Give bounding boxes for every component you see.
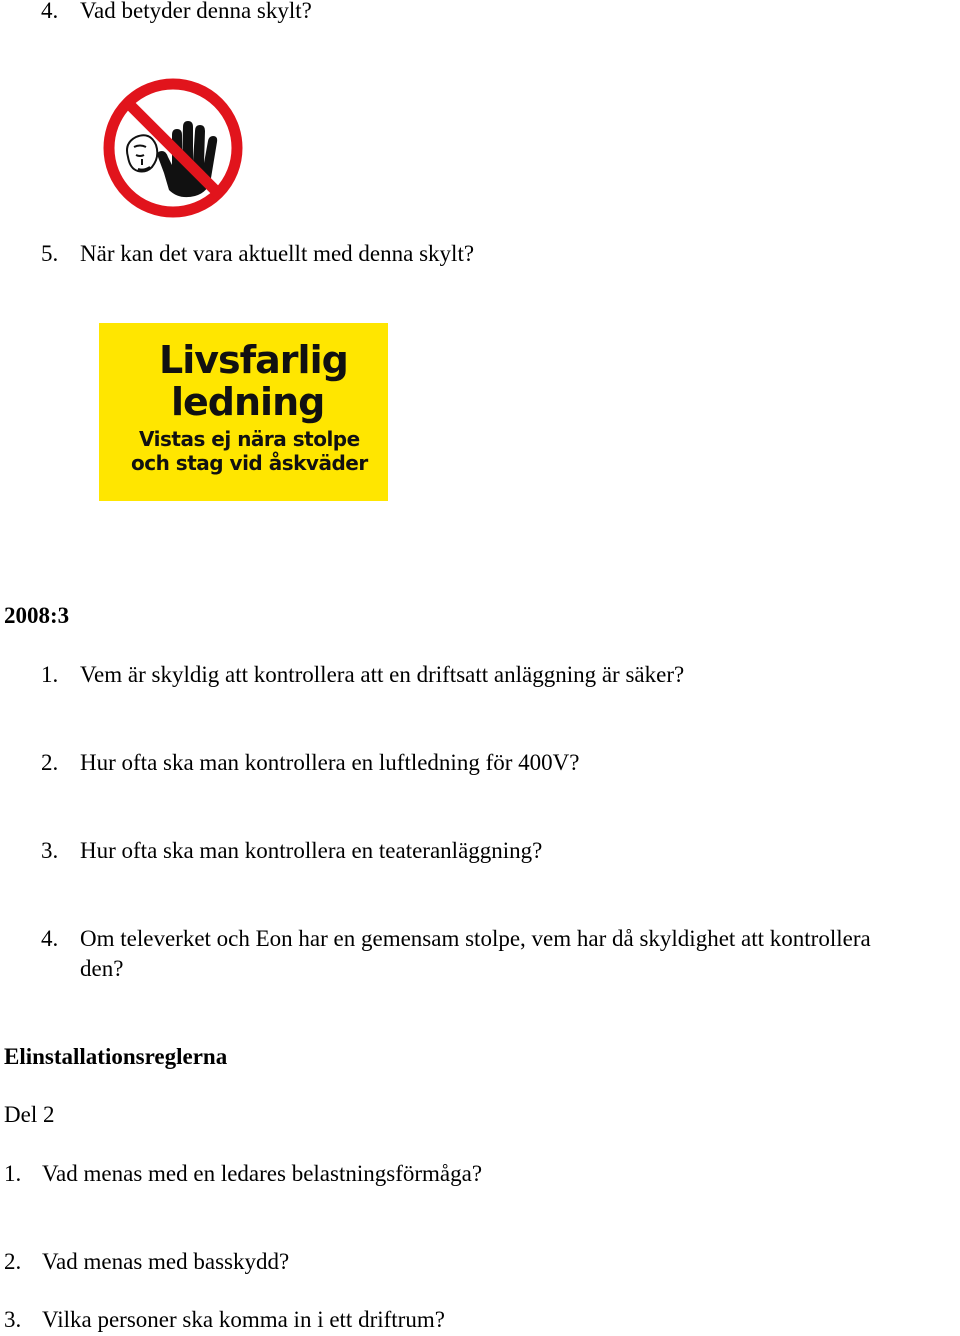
question-text: Om televerket och Eon har en gemensam stolpe, vem har då skyldighet att kontrollera [80,926,871,951]
question-text: Vad menas med en ledares belastningsförmåga? [42,1161,483,1186]
question-text: Vad betyder denna skylt? [80,0,312,23]
warning-sign-sub-line2: och stag vid åskväder [131,451,368,475]
warning-sign-livsfarlig-ledning [99,323,388,501]
warning-sign-title-line1: Livsfarlig [159,338,348,382]
question-number: 2. [4,1249,22,1274]
question-text: Vad menas med basskydd? [42,1249,290,1274]
question-number: 1. [4,1161,22,1186]
question-text: När kan det vara aktuellt med denna skylt? [80,241,475,266]
question-number: 4. [41,0,59,23]
question-number: 1. [41,662,59,687]
question-number: 4. [41,926,59,951]
question-text: Hur ofta ska man kontrollera en luftledning för 400V? [80,750,580,775]
question-number: 5. [41,241,59,266]
no-entry-hand-icon [98,73,248,223]
question-number: 2. [41,750,59,775]
section-heading-elinstallationsreglerna: Elinstallationsreglerna [4,1044,228,1069]
warning-sign-sub-line1: Vistas ej nära stolpe [139,427,360,451]
warning-sign-title-line2: ledning [171,380,325,424]
question-number: 3. [4,1307,22,1332]
question-text: Vilka personer ska komma in i ett driftrum? [42,1307,445,1332]
question-text-continuation: den? [80,956,124,981]
section-heading-2008: 2008:3 [4,603,70,628]
question-text: Vem är skyldig att kontrollera att en driftsatt anläggning är säker? [80,662,685,687]
section-subheading-del-2: Del 2 [4,1102,55,1127]
question-text: Hur ofta ska man kontrollera en teateranläggning? [80,838,543,863]
question-number: 3. [41,838,59,863]
